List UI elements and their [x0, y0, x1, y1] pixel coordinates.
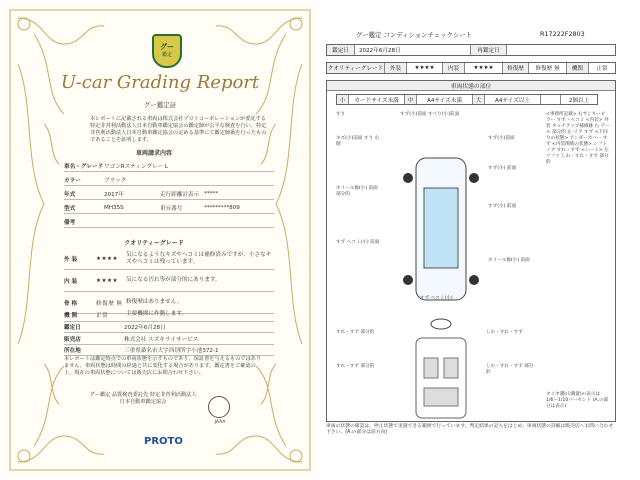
- vehicle-key: 型式: [64, 205, 76, 212]
- quality-desc: 気になる汚れ等が部分的にあります。: [126, 277, 221, 283]
- vehicle-value: 2017年: [104, 191, 124, 198]
- grade-interior-stars: ★★★★: [465, 63, 503, 73]
- damage-note: すず(小)前面 すべり(小)前面: [400, 112, 460, 117]
- info-key: 販売店: [64, 337, 81, 343]
- certificate-subtitle: グー鑑定証: [143, 101, 177, 109]
- info-key: 鑑定日: [64, 325, 81, 331]
- quality-key: 内 装: [64, 278, 78, 285]
- car-top-diagram: [384, 148, 498, 310]
- quality-section-heading: クオリティーグレード: [124, 240, 184, 247]
- reinspection-date-value: [507, 45, 615, 55]
- certificate-intro: 本レポートに記載される車両は株式会社プロトコーポレーションが委託する特定非営利活動法人日本自動車鑑定協会の鑑定師が公平な検査を行い、特定非営利活動法人日本自動車鑑定協会の定める基準にて鑑定師番を行ったものであることを証明します。: [90, 116, 267, 143]
- date-row: [326, 44, 616, 56]
- sheet-code: R17222F2803: [540, 30, 585, 38]
- info-value: 株式会社 スズキライサービス: [124, 337, 199, 343]
- condition-notes: <事務所記載> 右サンキーピラー すず・ヘコミ <内装> 外装 タッチアップ補修跡 右 テール 部分的 左 リア すず <下回りの状態> アンダーカバー すず <内装関係の状態> シフトノブ すれ・すず <シート> 左ソファ しわ・すれ・すず 部分的: [546, 112, 610, 165]
- car-interior-diagram: [398, 318, 484, 422]
- vehicle-row: [64, 188, 274, 200]
- vehicle-value-2: *********809: [204, 204, 240, 211]
- vehicle-value: ブラック: [104, 177, 127, 184]
- badge-top-text: グー: [160, 43, 174, 51]
- quality-stars: ★★★★: [96, 255, 119, 262]
- reinspection-date-label: 再鑑定日: [471, 45, 507, 55]
- grade-repair-value: 修復歴 無: [529, 63, 567, 73]
- quality-desc: 主要機関に作動します。: [126, 311, 188, 317]
- inspection-date-label: 鑑定日: [327, 45, 355, 55]
- grade-engine-value: 正常: [596, 66, 608, 72]
- size-medium-label: 中: [405, 95, 417, 104]
- size-multiple-desc: 2個以上: [568, 97, 590, 104]
- vehicle-key-2: 走行距離計表示: [160, 191, 200, 198]
- damage-note: すり: [336, 112, 346, 117]
- interior-note: すれ・すず 部分的: [336, 330, 375, 335]
- size-extra-label: [541, 95, 561, 104]
- info-value: 三重県桑名市大字西別所字小池372-1: [124, 348, 219, 354]
- vehicle-key-2: 車台番号: [160, 205, 183, 212]
- certificate-notes: 本レポートは鑑定時点での車両状態を示すものであり、保証書を与えるものではありません。車両状態は時間の経過と共に変化する場合があります。鑑定書をご確認の上、現在の車両状態については販売店にお問合わせ下さい。: [64, 356, 262, 376]
- vehicle-key: 車名・グレード: [64, 163, 104, 170]
- size-small-desc: カードサイズ未満: [349, 95, 405, 104]
- vehicle-value: ワゴンRスティングレー L: [104, 163, 169, 170]
- damage-note: すず(小)前面: [488, 136, 515, 141]
- vehicle-key: カラー: [64, 177, 81, 184]
- quality-stars: ★★★★: [96, 277, 119, 284]
- damage-note: ホイール傷(小) 前面: [488, 258, 530, 263]
- vehicle-value-2: *****: [204, 190, 218, 197]
- interior-note: しわ・すれ・すず: [486, 330, 523, 335]
- quality-row: [64, 270, 274, 292]
- vehicle-value: MH35S: [104, 204, 124, 211]
- sheet-title: グー鑑定 コンディションチェックシート: [355, 31, 473, 39]
- size-large-label: 大: [473, 95, 485, 104]
- jaaa-label: JAAA: [214, 420, 226, 425]
- damage-note: すず ヘコミ(小): [420, 296, 453, 301]
- info-row: [64, 322, 274, 333]
- grade-exterior-stars: ★★★★: [407, 63, 443, 73]
- grade-row: [326, 62, 616, 74]
- quality-desc: 修復歴はありません。: [126, 299, 183, 305]
- vehicle-row: [64, 202, 274, 214]
- certificate-title: U-car Grading Report: [60, 72, 260, 93]
- size-legend: [336, 94, 598, 105]
- quality-stars: 正常: [96, 312, 109, 319]
- goo-appraisal-badge: [152, 34, 182, 68]
- damage-note: すず ヘコミ(小) 前面: [336, 240, 380, 245]
- vehicle-key: 備考: [64, 219, 76, 226]
- grade-interior-label: 内装: [443, 63, 465, 73]
- grade-repair-label: 修復歴: [503, 63, 529, 73]
- badge-bottom-text: 鑑定: [161, 52, 172, 58]
- status-title: 車両状態の部位: [327, 81, 615, 91]
- info-row: [64, 345, 274, 356]
- interior-note: すれ・すず 部分的: [336, 364, 375, 369]
- quality-stars: 修復歴 無: [96, 300, 123, 307]
- jaaa-seal-icon: [208, 396, 230, 418]
- vehicle-section-heading: 車両請求内容: [135, 150, 172, 157]
- interior-note: しわ・すれ・すず 部分的: [486, 364, 534, 375]
- sheet-footer-note: 車両の状態の確認は、停止状態で実施できる範囲で行っています。判定結果の記入をはじめ、車両状態の詳細は販売店へお問い合わせ下さい。(A.の部分は前方向): [326, 424, 614, 436]
- vehicle-row: [64, 216, 274, 228]
- vehicle-row: [64, 174, 274, 186]
- tire-note: タイヤ溝(山溝量)の表示は 1/6〜1/10パーセント (A.の部分は表示): [546, 392, 609, 409]
- quality-key: 機 関: [64, 312, 78, 319]
- info-row: [64, 334, 274, 345]
- quality-key: 骨 格: [64, 300, 78, 307]
- quality-row: [64, 248, 274, 270]
- inspection-date-value: 2022年6月28日: [355, 45, 471, 55]
- grading-certificate: [4, 4, 316, 476]
- proto-logo: PROTO: [144, 436, 183, 447]
- quality-row: [64, 308, 274, 322]
- grade-engine-label: 機関: [567, 63, 589, 73]
- damage-note: すず(小) 前面: [488, 204, 517, 209]
- size-small-label: 小: [337, 95, 349, 104]
- damage-note: ホイール傷(小) 前面 部分的: [336, 186, 378, 197]
- size-large-desc: A4サイズ以上: [485, 95, 541, 104]
- info-key: 所在地: [64, 348, 81, 354]
- certificate-issuer: グー鑑定 品質検査委託先 特定非営利活動法人 日本自動車鑑定協会: [89, 392, 197, 405]
- vehicle-key: 年式: [64, 191, 76, 198]
- quality-key: 外 装: [64, 256, 78, 263]
- quality-desc: 気になるようなキズやヘコミは補修済みですが、小さなキズやヘコミは残っています。: [126, 251, 272, 265]
- damage-note: すず(小) 前面: [488, 166, 517, 171]
- size-medium-desc: A4サイズ未満: [417, 95, 473, 104]
- damage-note: キズ(小)前面 すり 右側: [336, 136, 380, 147]
- info-value: 2022年6月28日: [124, 325, 166, 331]
- vehicle-row: [64, 160, 274, 172]
- grade-exterior-label: 外装: [385, 63, 407, 73]
- grade-label: クオリティーグレード: [327, 63, 385, 73]
